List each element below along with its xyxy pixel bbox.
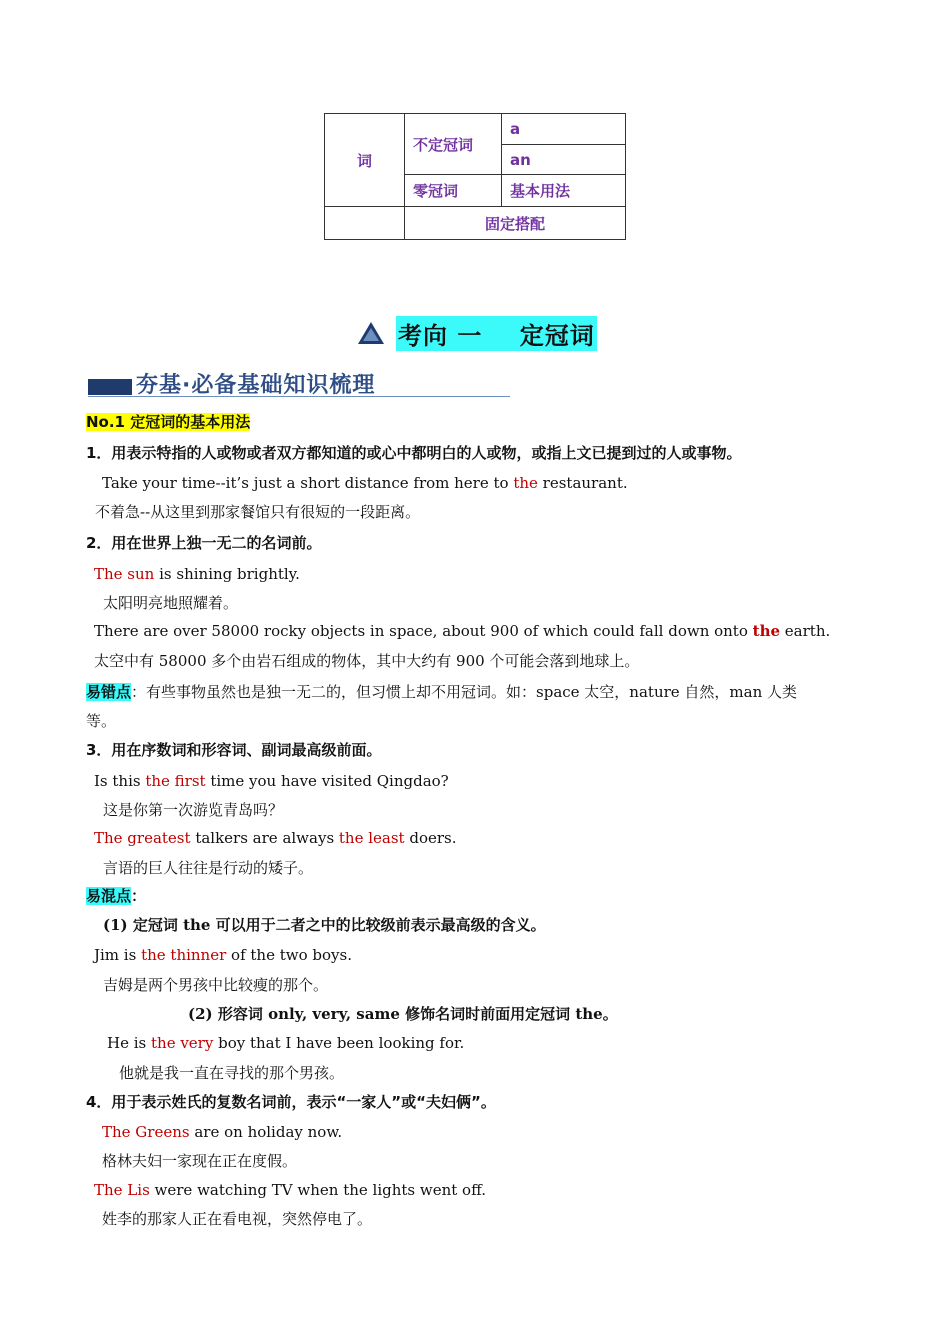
- translation-5: 言语的巨人往往是行动的矮子。: [103, 859, 314, 877]
- confusion-label: 易混点：: [86, 887, 147, 905]
- example-1: Take your time--it’s just a short distance from here to the restaurant.: [102, 474, 628, 492]
- example-5: The greatest talkers are always the least doers.: [94, 829, 457, 847]
- article-table: [324, 113, 626, 240]
- table-cell-empty: [325, 207, 405, 240]
- section-title-text: 考向 一 定冠词: [396, 316, 597, 351]
- example-2: The sun is shining brightly.: [94, 565, 300, 583]
- subheading-no1: No.1 定冠词的基本用法: [86, 413, 251, 431]
- confusion-1: (1) 定冠词 the 可以用于二者之中的比较级前表示最高级的含义。: [103, 916, 546, 934]
- example-8: The Greens are on holiday now.: [102, 1123, 343, 1141]
- table-cell-word: 词: [325, 114, 405, 207]
- confusion-2: (2) 形容词 only, very, same 修饰名词时前面用定冠词 the。: [188, 1005, 618, 1023]
- translation-2: 太阳明亮地照耀着。: [103, 594, 239, 612]
- table-cell-basic: 基本用法: [502, 175, 626, 207]
- error-note: 易错点：有些事物虽然也是独一无二的，但习惯上却不用冠词。如：space 太空，nature 自然，man 人类: [86, 683, 798, 701]
- example-6: Jim is the thinner of the two boys.: [94, 946, 352, 964]
- translation-9: 姓李的那家人正在看电视，突然停电了。: [102, 1210, 373, 1228]
- triangle-icon: [358, 322, 384, 344]
- translation-3: 太空中有 58000 多个由岩石组成的物体，其中大约有 900 个可能会落到地球上。: [94, 652, 640, 670]
- rule-2: 2．用在世界上独一无二的名词前。: [86, 534, 322, 552]
- rule-3: 3．用在序数词和形容词、副词最高级前面。: [86, 741, 382, 759]
- example-4: Is this the first time you have visited Qingdao?: [94, 772, 449, 790]
- table-cell-zero: 零冠词: [405, 175, 502, 207]
- table-cell-an: an: [502, 145, 626, 175]
- error-note-cont: 等。: [86, 712, 117, 730]
- translation-7: 他就是我一直在寻找的那个男孩。: [119, 1064, 345, 1082]
- banner-bar: [88, 379, 132, 395]
- section-title: [358, 316, 597, 350]
- table-cell-indefinite: 不定冠词: [405, 114, 502, 175]
- rule-1: 1．用表示特指的人或物或者双方都知道的或心中都明白的人或物，或指上文已提到过的人或事物。: [86, 444, 742, 462]
- translation-4: 这是你第一次游览青岛吗？: [103, 801, 284, 819]
- translation-6: 吉姆是两个男孩中比较瘦的那个。: [103, 976, 329, 994]
- section-banner: [88, 368, 510, 400]
- example-7: He is the very boy that I have been looking for.: [107, 1034, 465, 1052]
- table-cell-fixed: 固定搭配: [405, 207, 626, 240]
- banner-text: 夯基·必备基础知识梳理: [136, 373, 376, 398]
- example-9: The Lis were watching TV when the lights went off.: [94, 1181, 486, 1199]
- translation-8: 格林夫妇一家现在正在度假。: [102, 1152, 298, 1170]
- rule-4: 4．用于表示姓氏的复数名词前，表示“一家人”或“夫妇俩”。: [86, 1093, 496, 1111]
- example-3: There are over 58000 rocky objects in space, about 900 of which could fall down onto the earth.: [94, 622, 831, 640]
- table-cell-a: a: [502, 114, 626, 145]
- translation-1: 不着急--从这里到那家餐馆只有很短的一段距离。: [95, 503, 421, 521]
